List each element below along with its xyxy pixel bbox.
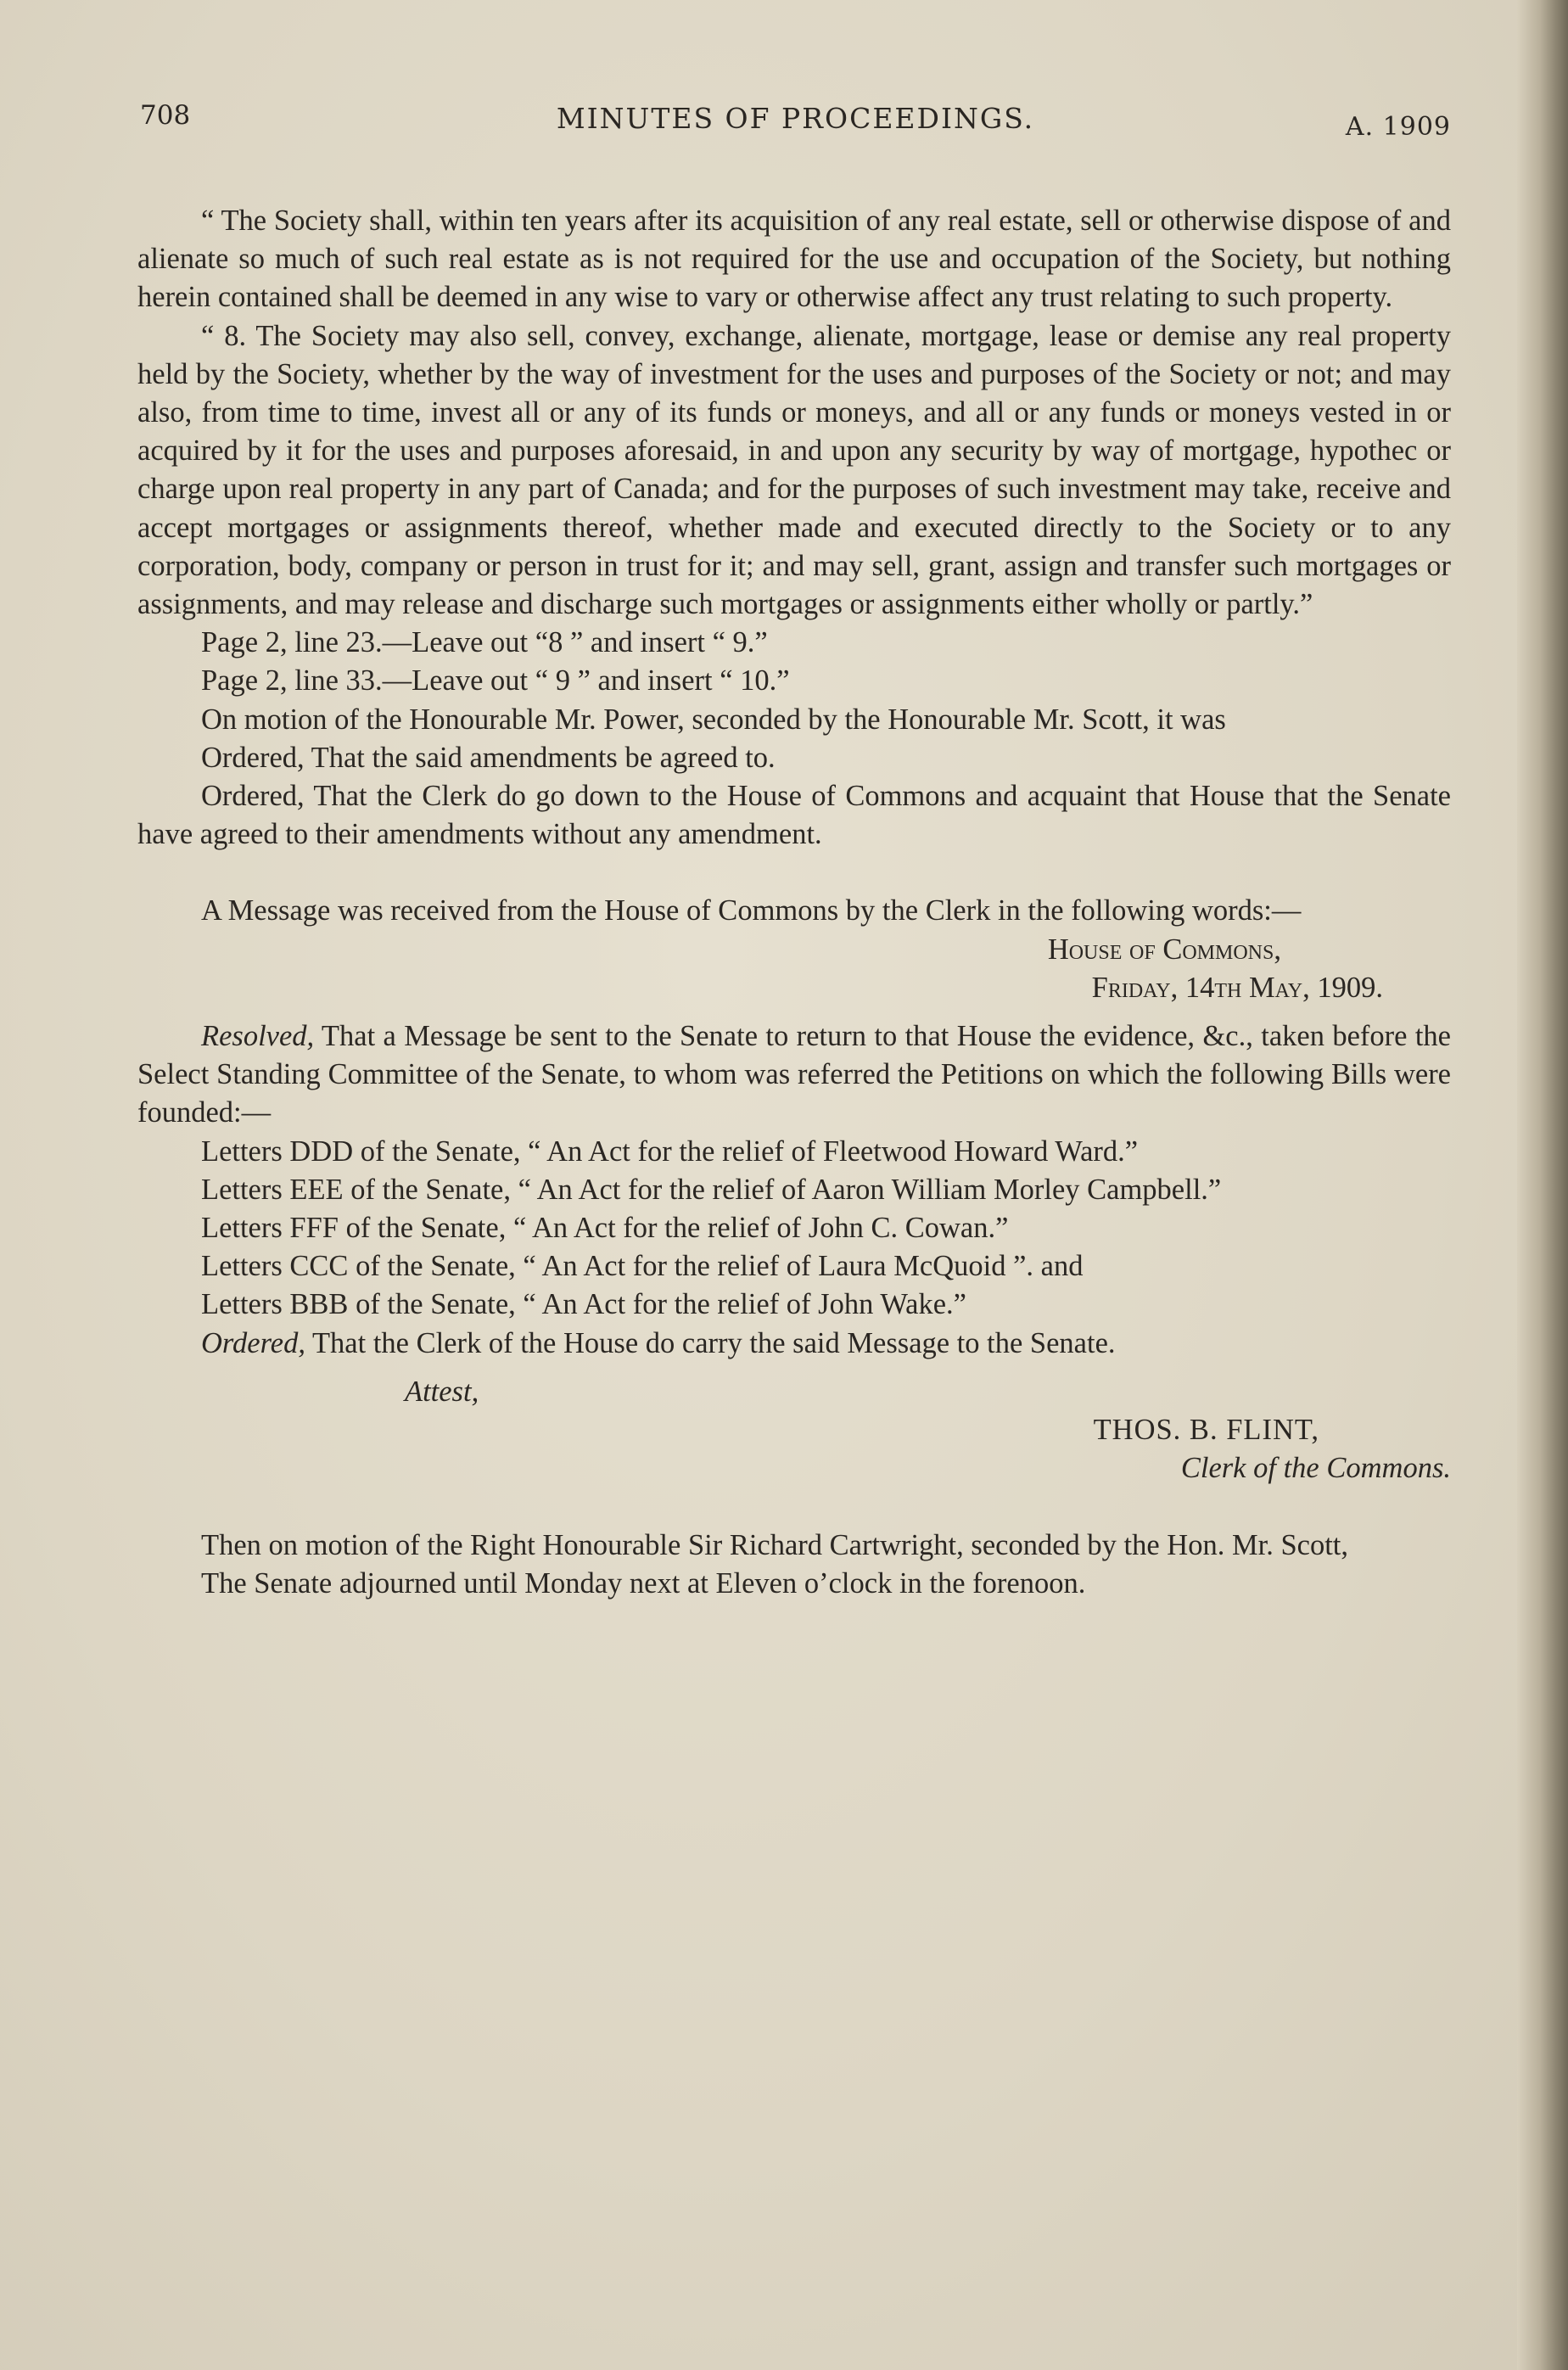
paragraph-lead: Ordered, — [201, 1326, 305, 1359]
paragraph-lead: Resolved, — [201, 1020, 315, 1053]
paragraph: The Senate adjourned until Monday next at Eleven o’clock in the forenoon. — [201, 1566, 1086, 1600]
running-header — [140, 100, 1451, 151]
page-number: 708 — [140, 100, 191, 131]
paragraph: A Message was received from the House of Commons by the Clerk in the following words:— — [201, 894, 1302, 927]
paragraph: Page 2, line 23.—Leave out “8 ” and insert “ 9.” — [201, 626, 768, 659]
page-title: MINUTES OF PROCEEDINGS. — [556, 102, 1035, 135]
header-year: A. 1909 — [1345, 112, 1451, 142]
paragraph: Letters DDD of the Senate, “ An Act for the relief of Fleetwood Howard Ward.” — [201, 1135, 1139, 1168]
paragraph: Letters BBB of the Senate, “ An Act for the relief of John Wake.” — [201, 1288, 966, 1321]
paragraph: “ The Society shall, within ten years after its acquisition of any real estate, sell or otherwise dispose of and alienate so much of such real estate as is not required for the use and occupation of the Society, but nothing herein contained shall be deemed in any wise to vary or otherwise affect any trust relating to such property. — [137, 205, 1451, 314]
paragraph — [137, 1325, 1451, 1363]
paragraph: Ordered, That the said amendments be agreed to. — [201, 741, 776, 774]
page-binding-edge — [1517, 0, 1568, 2370]
spacer — [137, 854, 1451, 892]
paragraph: Letters CCC of the Senate, “ An Act for the relief of Laura McQuoid ”. and — [201, 1250, 1084, 1283]
paragraph-text: That the Clerk of the House do carry the said Message to the Senate. — [305, 1326, 1116, 1359]
attest-line: Attest, — [405, 1375, 479, 1408]
spacer — [137, 1007, 1451, 1017]
message-date: Friday, 14th May, 1909. — [1091, 971, 1383, 1004]
paragraph: Letters EEE of the Senate, “ An Act for the relief of Aaron William Morley Campbell.” — [201, 1173, 1222, 1206]
paragraph — [137, 1017, 1451, 1133]
signature-name: THOS. B. FLINT, — [1093, 1414, 1319, 1447]
paragraph: Page 2, line 33.—Leave out “ 9 ” and insert “ 10.” — [201, 664, 790, 698]
paragraph-text: That a Message be sent to the Senate to return to that House the evidence, &c., taken before the Select Standing Committee of the Senate, to whom was referred the Petitions on which the following Bills were founded:— — [137, 1020, 1451, 1129]
page-body — [137, 202, 1451, 1603]
message-place: House of Commons, — [1047, 933, 1281, 966]
spacer — [137, 1488, 1451, 1527]
paragraph: Then on motion of the Right Honourable Sir Richard Cartwright, seconded by the Hon. Mr. Scott, — [201, 1528, 1349, 1561]
paragraph: Ordered, That the Clerk do go down to the House of Commons and acquaint that House that the Senate have agreed to their amendments without any amendment. — [137, 780, 1451, 851]
paragraph: On motion of the Honourable Mr. Power, seconded by the Honourable Mr. Scott, it was — [201, 703, 1226, 736]
spacer — [137, 1363, 1451, 1373]
paragraph: “ 8. The Society may also sell, convey, exchange, alienate, mortgage, lease or demise any real property held by the Society, whether by the way of investment for the uses and purposes of the Society or not; and may also, from time to time, invest all or any of its funds or moneys, and all or any funds or moneys vested in or acquired by it for the uses and purposes aforesaid, in and upon any security by way of mortgage, hypothec or charge upon real property in any part of Canada; and for the purposes of such investment may take, receive and accept mortgages or assignments thereof, whether made and executed directly to the Society or to any corporation, body, company or person in trust for it; and may sell, grant, assign and transfer such mortgages or assignments, and may release and discharge such mortgages or assignments either wholly or partly.” — [137, 319, 1451, 621]
paragraph: Letters FFF of the Senate, “ An Act for the relief of John C. Cowan.” — [201, 1212, 1009, 1245]
signature-role: Clerk of the Commons. — [1180, 1452, 1451, 1485]
